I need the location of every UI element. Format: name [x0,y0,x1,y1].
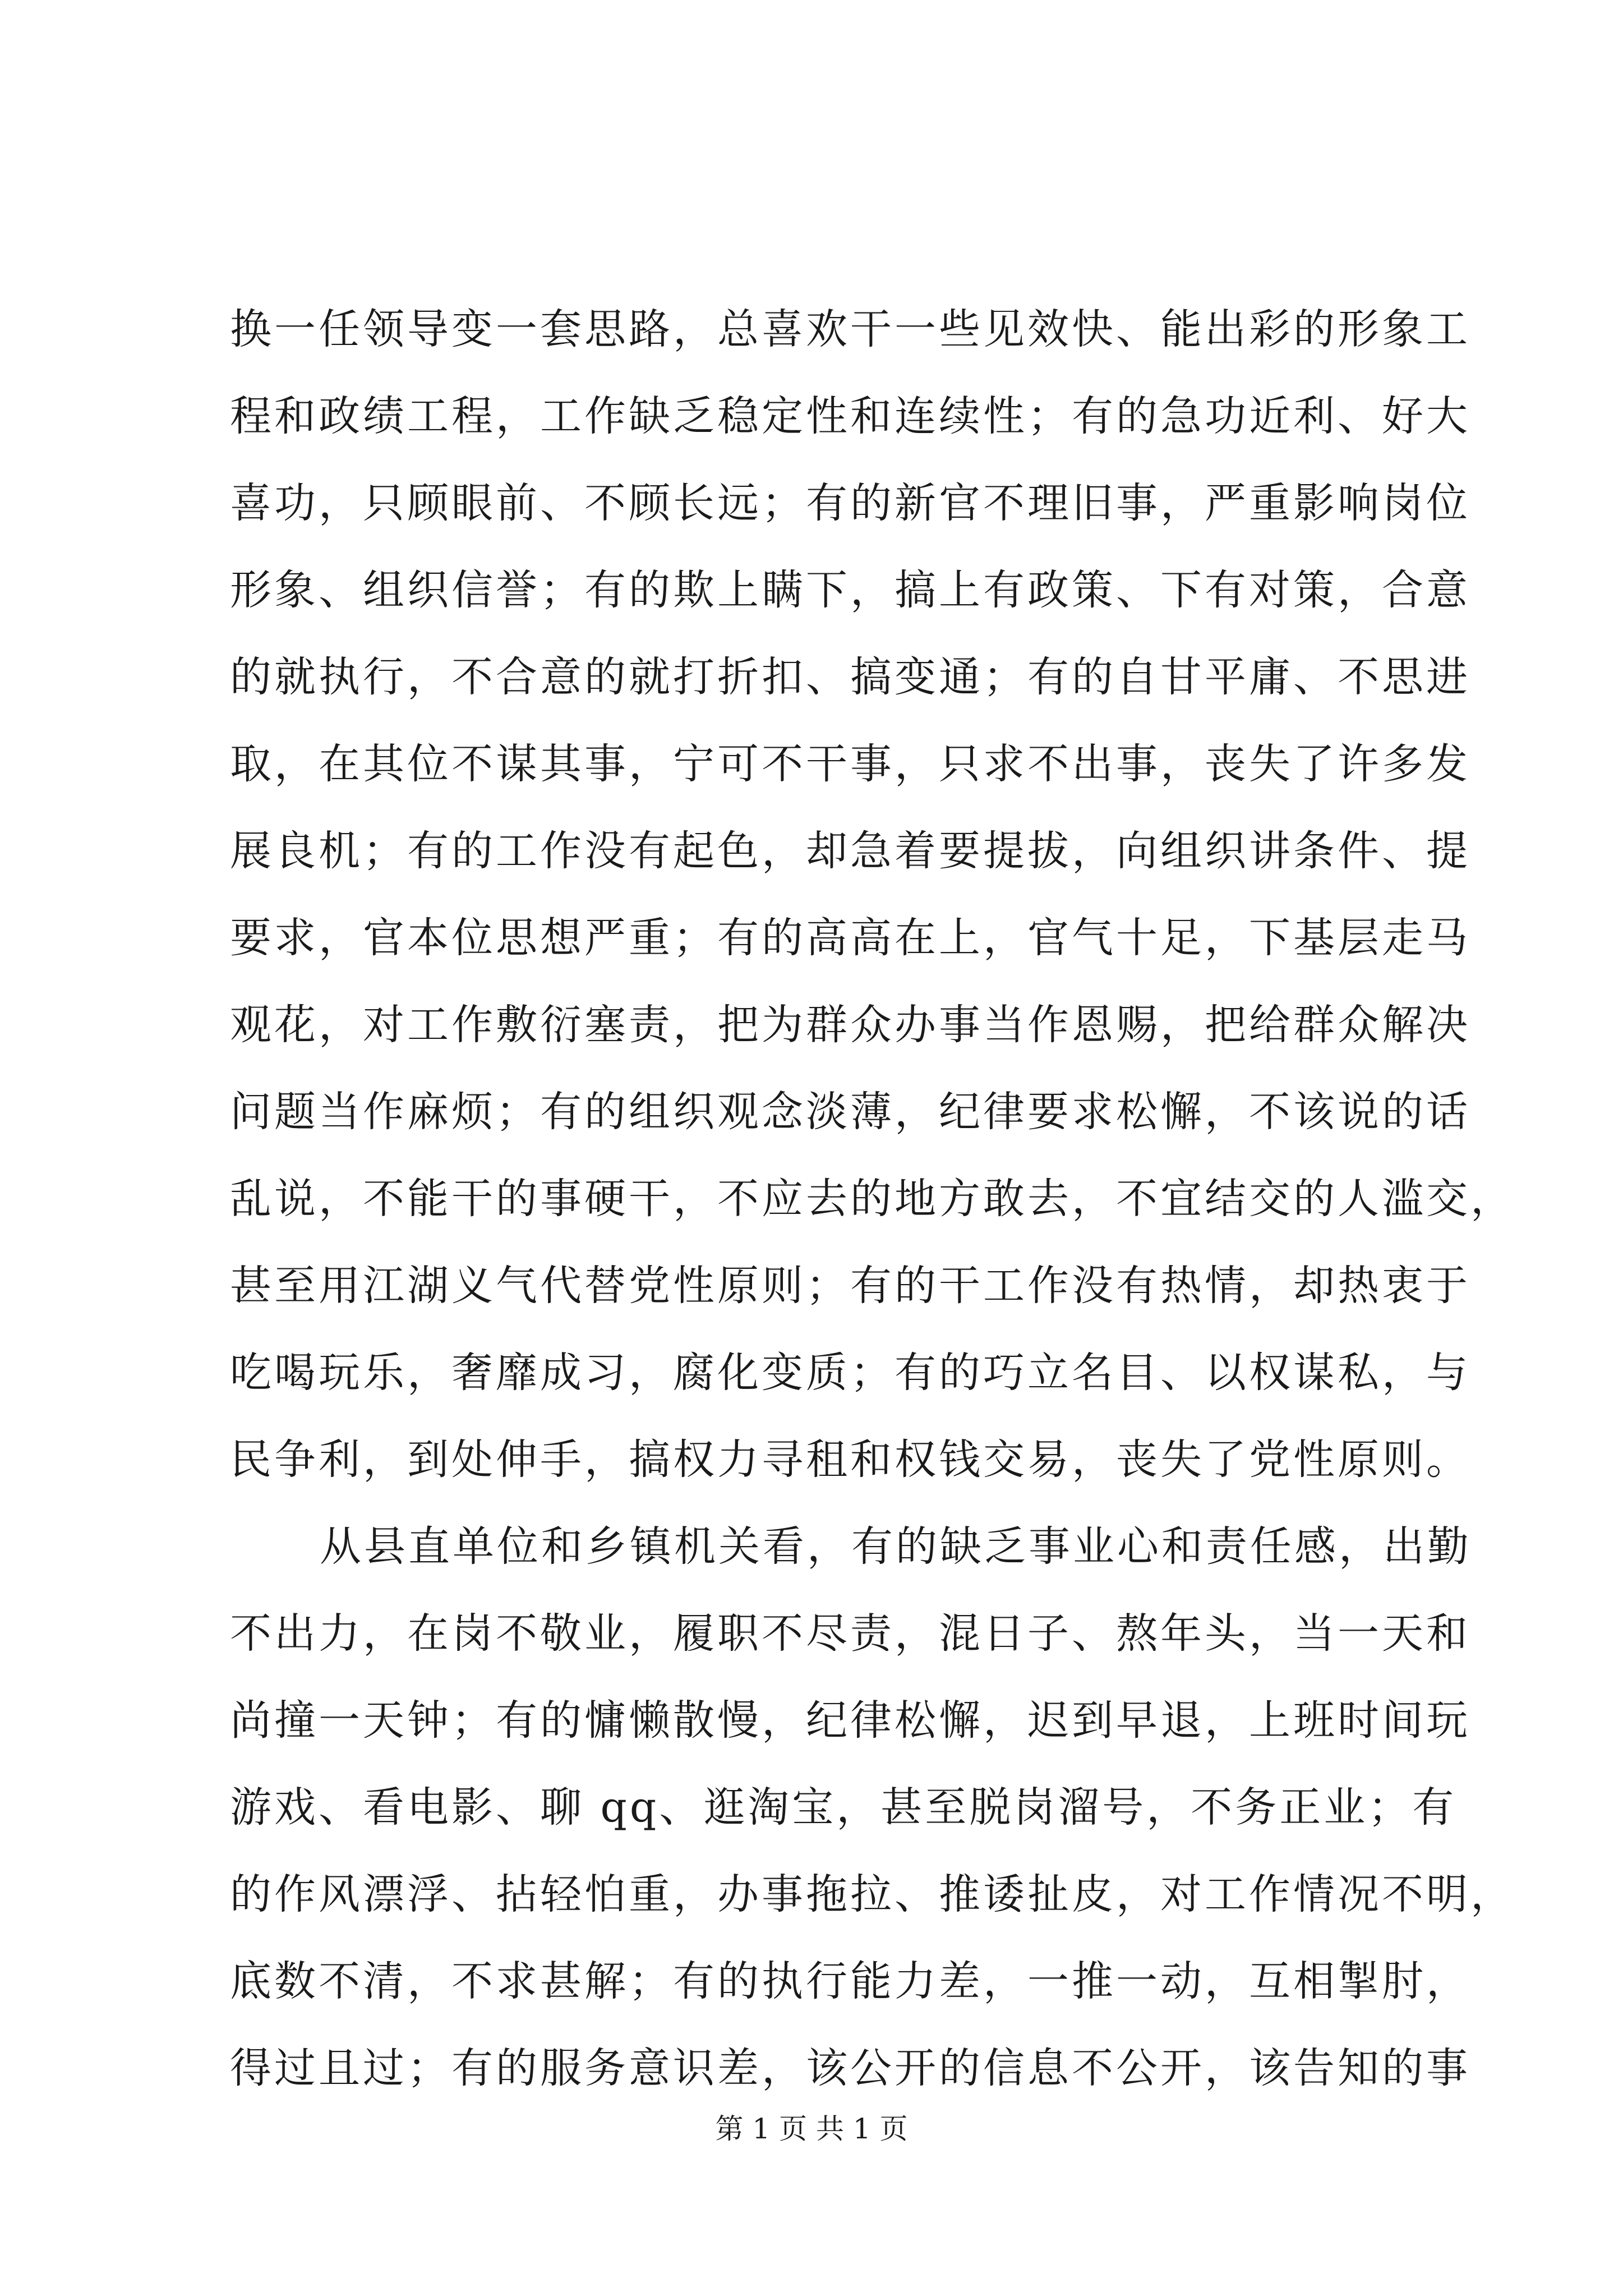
text-line: 游戏、看电影、聊 qq、逛淘宝，甚至脱岗溜号，不务正业；有 [230,1783,1457,1832]
text-line: 乱说，不能干的事硬干，不应去的地方敢去，不宜结交的人滥交， [230,1175,1515,1223]
page-number-label: 第 1 页 共 1 页 [715,2113,908,2145]
text-line: 甚至用江湖义气代替党性原则；有的干工作没有热情，却热衷于 [230,1262,1470,1310]
text-line: 喜功，只顾眼前、不顾长远；有的新官不理旧事，严重影响岗位 [230,479,1470,527]
page-footer [0,2106,1623,2147]
text-line: 得过且过；有的服务意识差，该公开的信息不公开，该告知的事 [230,2044,1470,2092]
text-line: 底数不清，不求甚解；有的执行能力差，一推一动，互相掣肘， [230,1957,1470,2005]
paragraph-1 [230,300,1515,1517]
text-line: 问题当作麻烦；有的组织观念淡薄，纪律要求松懈，不该说的话 [230,1088,1470,1136]
text-line: 从县直单位和乡镇机关看，有的缺乏事业心和责任感，出勤 [320,1522,1472,1571]
text-line: 要求，官本位思想严重；有的高高在上，官气十足，下基层走马 [230,914,1470,962]
paragraph-2 [230,1517,1515,2126]
text-line: 形象、组织信誉；有的欺上瞒下，搞上有政策、下有对策，合意 [230,566,1470,614]
document-body [230,300,1515,2126]
text-line: 的就执行，不合意的就打折扣、搞变通；有的自甘平庸、不思进 [230,653,1470,701]
text-line: 展良机；有的工作没有起色，却急着要提拔，向组织讲条件、提 [230,827,1470,875]
text-line: 观花，对工作敷衍塞责，把为群众办事当作恩赐，把给群众解决 [230,1001,1470,1049]
text-line: 民争利，到处伸手，搞权力寻租和权钱交易，丧失了党性原则。 [230,1435,1470,1484]
text-line: 程和政绩工程，工作缺乏稳定性和连续性；有的急功近利、好大 [230,392,1470,440]
text-line: 取，在其位不谋其事，宁可不干事，只求不出事，丧失了许多发 [230,740,1470,788]
text-line: 的作风漂浮、拈轻怕重，办事拖拉、推诿扯皮，对工作情况不明， [230,1870,1515,1918]
text-line: 换一任领导变一套思路，总喜欢干一些见效快、能出彩的形象工 [230,305,1470,353]
text-line: 吃喝玩乐，奢靡成习，腐化变质；有的巧立名目、以权谋私，与 [230,1349,1470,1397]
text-line: 尚撞一天钟；有的慵懒散慢，纪律松懈，迟到早退，上班时间玩 [230,1696,1470,1745]
text-line: 不出力，在岗不敬业，履职不尽责，混日子、熬年头，当一天和 [230,1609,1470,1658]
